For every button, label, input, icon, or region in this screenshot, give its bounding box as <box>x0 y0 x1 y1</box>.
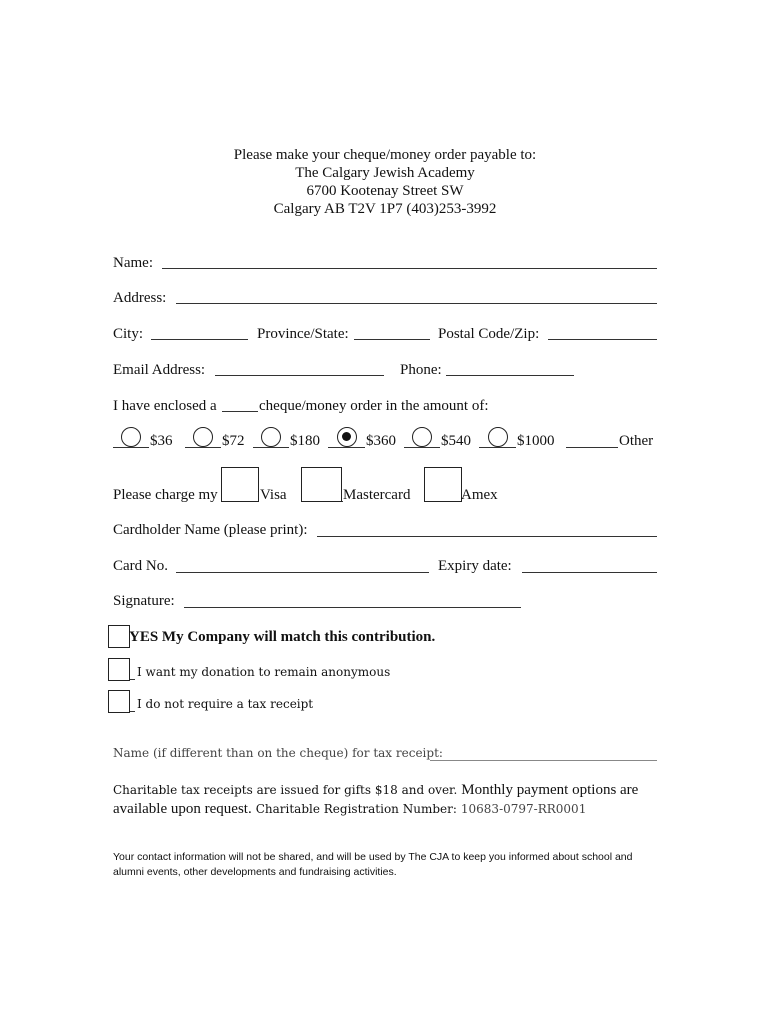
registration-number: 10683-0797-RR0001 <box>460 802 587 816</box>
amount-1000-blank <box>479 447 516 448</box>
amount-180-label: $180 <box>290 433 320 449</box>
email-label: Email Address: <box>113 362 206 378</box>
name-label: Name: <box>113 255 153 271</box>
amount-540-label: $540 <box>441 433 471 449</box>
other-amount-field[interactable] <box>566 447 618 448</box>
amount-360-blank <box>328 447 365 448</box>
amount-360-radio[interactable] <box>337 427 357 447</box>
anonymous-blank <box>130 679 135 680</box>
charge-label: Please charge my <box>113 487 218 503</box>
privacy-notice: Your contact information will not be shared, and will be used by The CJA to keep you informed about school and alumni events, other developments and fundraising activities. <box>113 851 633 878</box>
amount-1000-radio[interactable] <box>488 427 508 447</box>
amex-checkbox[interactable] <box>424 467 462 502</box>
city-field[interactable] <box>151 339 248 340</box>
cardholder-field[interactable] <box>317 536 657 537</box>
company-match-checkbox[interactable] <box>108 625 130 648</box>
charitable-text-3: available upon request. <box>113 801 252 817</box>
anonymous-label: I want my donation to remain anonymous <box>137 665 391 679</box>
anonymous-checkbox[interactable] <box>108 658 130 681</box>
mastercard-label: Mastercard <box>343 487 411 503</box>
receipt-name-label: Name (if different than on the cheque) for tax receipt: <box>113 746 443 760</box>
no-receipt-checkbox[interactable] <box>108 690 130 713</box>
enclosed-count-field[interactable] <box>222 411 258 412</box>
other-label: Other <box>619 433 654 449</box>
amount-540-blank <box>404 447 440 448</box>
amount-36-radio[interactable] <box>121 427 141 447</box>
phone-field[interactable] <box>446 375 574 376</box>
city-label: City: <box>113 326 144 342</box>
amount-36-blank <box>113 447 149 448</box>
postal-field[interactable] <box>548 339 657 340</box>
card-number-label: Card No. <box>113 558 168 574</box>
signature-label: Signature: <box>113 593 175 609</box>
visa-label: Visa <box>260 487 287 503</box>
email-field[interactable] <box>215 375 384 376</box>
header-line-2: The Calgary Jewish Academy <box>295 165 475 181</box>
header-line-3: 6700 Kootenay Street SW <box>306 183 464 199</box>
amount-1000-label: $1000 <box>517 433 555 449</box>
amount-180-blank <box>253 447 289 448</box>
mastercard-checkbox[interactable] <box>301 467 342 502</box>
phone-label: Phone: <box>400 362 442 378</box>
cardholder-label: Cardholder Name (please print): <box>113 522 308 538</box>
amex-label: Amex <box>461 487 498 503</box>
expiry-field[interactable] <box>522 572 657 573</box>
header-line-4: Calgary AB T2V 1P7 (403)253-3992 <box>273 201 497 217</box>
header-line-1: Please make your cheque/money order payable to: <box>233 147 537 163</box>
name-field[interactable] <box>162 268 657 269</box>
charitable-text-2: Monthly payment options are <box>461 782 639 798</box>
amount-72-label: $72 <box>222 433 245 449</box>
payable-header <box>0 146 770 218</box>
address-label: Address: <box>113 290 167 306</box>
province-label: Province/State: <box>257 326 349 342</box>
charitable-info-2 <box>113 799 586 819</box>
card-number-field[interactable] <box>176 572 429 573</box>
expiry-label: Expiry date: <box>438 558 512 574</box>
amount-36-label: $36 <box>150 433 173 449</box>
charitable-text-1: Charitable tax receipts are issued for gifts $18 and over. <box>113 783 458 797</box>
no-receipt-blank <box>130 711 135 712</box>
amount-72-radio[interactable] <box>193 427 213 447</box>
amount-360-label: $360 <box>366 433 396 449</box>
visa-checkbox[interactable] <box>221 467 259 502</box>
company-match-label: YES My Company will match this contribution. <box>129 629 436 645</box>
signature-field[interactable] <box>184 607 521 608</box>
province-field[interactable] <box>354 339 430 340</box>
amount-72-blank <box>185 447 221 448</box>
enclosed-prefix: I have enclosed a <box>113 398 217 414</box>
receipt-name-field[interactable] <box>430 760 657 761</box>
amount-540-radio[interactable] <box>412 427 432 447</box>
amount-180-radio[interactable] <box>261 427 281 447</box>
charitable-info <box>113 780 638 800</box>
postal-label: Postal Code/Zip: <box>438 326 540 342</box>
charitable-text-4: Charitable Registration Number: <box>255 802 457 816</box>
no-receipt-label: I do not require a tax receipt <box>137 697 314 711</box>
address-field[interactable] <box>176 303 657 304</box>
enclosed-suffix: cheque/money order in the amount of: <box>259 398 489 414</box>
